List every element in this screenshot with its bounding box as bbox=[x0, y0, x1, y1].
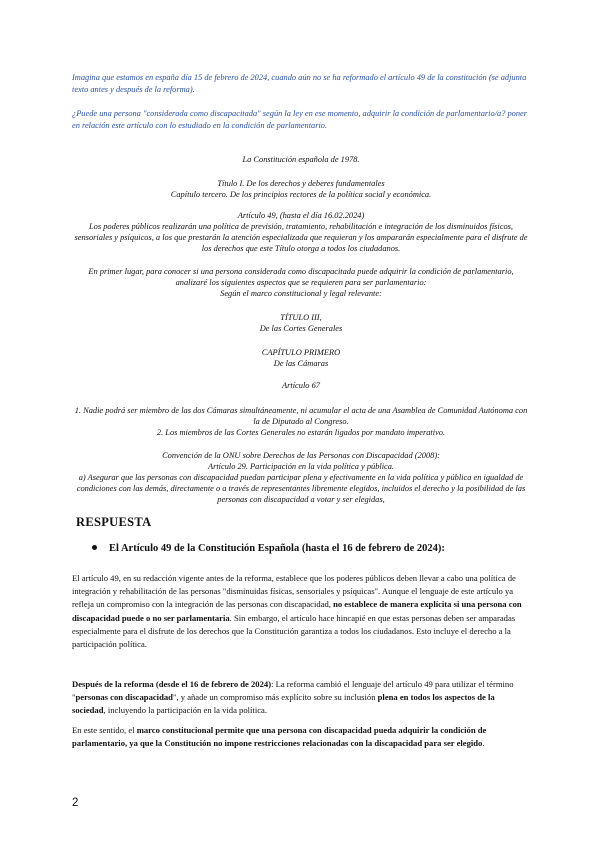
p1-bold: no establece de manera explícita si una persona con discapacidad puede o no ser parlamentaria bbox=[72, 599, 522, 623]
p2-bold-inclusion: plena en todos los aspectos de la sociedad bbox=[72, 692, 495, 716]
analysis-intro-block bbox=[72, 266, 530, 299]
p3-bold: marco constitucional permite que una persona con discapacidad pueda adquirir la condición de parlamentario, ya que la Constitución no impone restricciones relacionadas con la discapacidad para ser elegido bbox=[72, 725, 487, 749]
title-three: TÍTULO III, bbox=[280, 313, 322, 322]
p2-text-d: ", y añade un compromiso más explícito sobre su inclusión bbox=[172, 692, 378, 703]
page-number: 2 bbox=[72, 797, 79, 809]
p2-text-f: , incluyendo la participación en la vida política. bbox=[103, 705, 267, 716]
article-49-block bbox=[72, 210, 530, 254]
analysis-intro: En primer lugar, para conocer si una persona considerada como discapacitada puede adquirir la condición de parlamentario, analizaré los siguientes aspectos que se requieren para ser parlamentario: bbox=[88, 267, 514, 287]
article-29-heading: Artículo 29. Participación en la vida política y pública. bbox=[207, 462, 395, 471]
onu-convention-block bbox=[72, 450, 530, 505]
article-67-point-2: 2. Los miembros de las Cortes Generales no estarán ligados por mandato imperativo. bbox=[156, 428, 446, 437]
article-29-point-a: a) Asegurar que las personas con discapacidad puedan participar plena y efectivamente en la vida política y pública en igualdad de condiciones con las demás, directamente o a través de representantes libremente elegidos, incluidos el derecho y la posibilidad de las personas con discapacidad a votar y ser elegidas, bbox=[76, 473, 526, 504]
article-67-heading: Artículo 67 bbox=[282, 381, 320, 390]
p2-bold-heading: Después de la reforma (desde el 16 de febrero de 2024) bbox=[72, 679, 272, 689]
title-three-block bbox=[72, 312, 530, 334]
article-67-point-1: 1. Nadie podrá ser miembro de las dos Cámaras simultáneamente, ni acumular el acta de una Asamblea de Comunidad Autónoma con la de Diputado al Congreso. bbox=[74, 406, 528, 426]
p2-bold-term: personas con discapacidad bbox=[75, 692, 173, 703]
intro-question: ¿Puede una persona "considerada como discapacitada" según la ley en ese momento, adquirir la condición de parlamentario/a? poner en relación este artículo con lo estudiado en la condición de parlamentario. bbox=[72, 109, 528, 130]
article-67-block bbox=[72, 405, 530, 438]
p1-text-a: El artículo 49, en su redacción vigente antes de la reforma, establece que los poderes públicos deben llevar a cabo una política de integración y rehabilitación de las personas "disminuidas físicas, sensoriales y psíquicas". Aunque el lenguaje de este artículo ya refleja un compromiso con la integración de las personas con discapacidad, bbox=[72, 573, 516, 610]
constitution-title: La Constitución española de 1978. bbox=[242, 155, 360, 164]
p2-text-b: : La reforma cambió el lenguaje del artículo 49 para utilizar el término " bbox=[72, 679, 514, 703]
chapter-three: Capítulo tercero. De los principios rectores de la política social y económica. bbox=[170, 190, 432, 199]
chapter-one-block bbox=[72, 347, 530, 369]
p1-text-c: . Sin embargo, el artículo hace hincapié en que estas personas deben ser amparadas especialmente para el disfrute de los derechos que la Constitución garantiza a todos los ciudadanos. Esto incluye el derecho a la participación política. bbox=[72, 612, 516, 650]
answer-paragraph-2 bbox=[72, 678, 530, 718]
answer-bullet bbox=[92, 543, 445, 554]
answer-heading: RESPUESTA bbox=[76, 515, 152, 529]
title-one: Título I. De los derechos y deberes fundamentales bbox=[217, 179, 385, 188]
article-49-heading: Artículo 49, (hasta el día 16.02.2024) bbox=[237, 211, 365, 220]
cortes-generales: De las Cortes Generales bbox=[259, 324, 343, 333]
answer-paragraph-3 bbox=[72, 724, 530, 750]
p3-text-a: En este sentido, el bbox=[72, 725, 137, 735]
answer-bullet-text: El Artículo 49 de la Constitución Española (hasta el 16 de febrero de 2024): bbox=[109, 543, 445, 554]
p3-text-c: . bbox=[482, 738, 485, 749]
answer-paragraph-1 bbox=[72, 572, 530, 651]
bullet-dot-icon bbox=[92, 545, 97, 550]
title-chapter-block bbox=[72, 178, 530, 200]
chapter-one: CAPÍTULO PRIMERO bbox=[261, 348, 341, 357]
legal-framework-line: Según el marco constitucional y legal relevante: bbox=[220, 289, 382, 298]
intro-question-context: Imagina que estamos en españa día 15 de febrero de 2024, cuando aún no se ha reformado el artículo 49 de la constitución (se adjunta texto antes y después de la reforma). bbox=[72, 73, 527, 94]
article-49-text: Los poderes públicos realizarán una política de previsión, tratamiento, rehabilitación e integración de los disminuidos físicos, sensoriales y psíquicos, a los que prestarán la atención especializada que requieran y los ampararán especialmente para el disfrute de los derechos que este Título otorga a todos los ciudadanos. bbox=[74, 222, 528, 253]
camaras: De las Cámaras bbox=[273, 359, 329, 368]
onu-convention: Convención de la ONU sobre Derechos de las Personas con Discapacidad (2008): bbox=[162, 451, 440, 460]
